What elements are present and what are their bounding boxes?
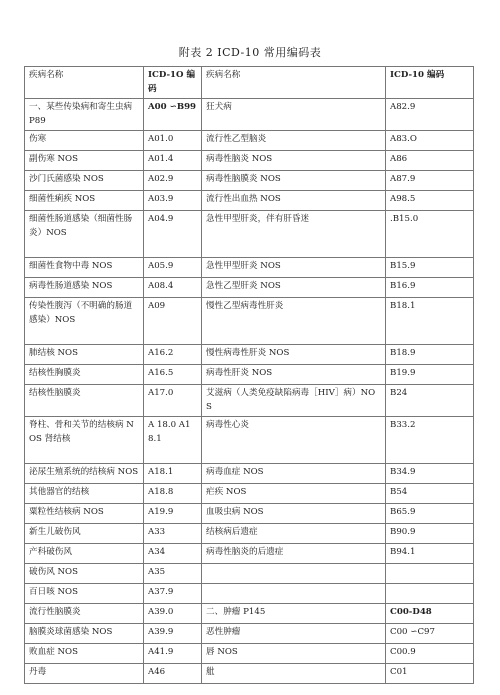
disease-name-cell: 结核性胸膜炎 xyxy=(25,365,144,385)
table-body xyxy=(25,99,474,684)
icd-code-cell: C01 xyxy=(386,664,474,684)
icd-code-cell: B34.9 xyxy=(386,464,474,484)
table-row xyxy=(25,191,474,211)
disease-name-cell: 急性乙型肝炎 NOS xyxy=(202,278,386,298)
disease-name-cell: 结核病后遗症 xyxy=(202,524,386,544)
disease-name-cell: 慢性病毒性肝炎 NOS xyxy=(202,345,386,365)
icd-code-cell: A16.5 xyxy=(144,365,202,385)
disease-name-cell: 泌尿生殖系统的结核病 NOS xyxy=(25,464,144,484)
disease-name-cell: 病毒性脑炎的后遗症 xyxy=(202,544,386,564)
icd-code-cell: A46 xyxy=(144,664,202,684)
table-row xyxy=(25,278,474,298)
icd-code-cell: B33.2 xyxy=(386,417,474,464)
icd-code-cell: A82.9 xyxy=(386,99,474,131)
icd-code-cell xyxy=(386,564,474,584)
disease-name-cell: 病毒性脑膜炎 NOS xyxy=(202,171,386,191)
disease-name-cell: 恶性肿瘤 xyxy=(202,624,386,644)
header-icd-code-2: ICD-10 编码 xyxy=(386,67,474,99)
icd-code-cell: A39.9 xyxy=(144,624,202,644)
icd-code-cell: A34 xyxy=(144,544,202,564)
icd-code-cell: A33 xyxy=(144,524,202,544)
disease-name-cell: 病毒血症 NOS xyxy=(202,464,386,484)
icd-code-cell xyxy=(386,584,474,604)
icd-code-cell: B18.1 xyxy=(386,298,474,345)
disease-name-cell: 二、肿瘤 P145 xyxy=(202,604,386,624)
disease-name-cell: 血吸虫病 NOS xyxy=(202,504,386,524)
icd-code-cell: B15.9 xyxy=(386,258,474,278)
disease-name-cell: 狂犬病 xyxy=(202,99,386,131)
disease-name-cell: 病毒性心炎 xyxy=(202,417,386,464)
disease-name-cell: 新生儿破伤风 xyxy=(25,524,144,544)
icd-code-cell: .B15.0 xyxy=(386,211,474,258)
table-row xyxy=(25,99,474,131)
icd-code-cell: A09 xyxy=(144,298,202,345)
icd-code-cell: B54 xyxy=(386,484,474,504)
disease-name-cell: 慢性乙型病毒性肝炎 xyxy=(202,298,386,345)
table-row xyxy=(25,544,474,564)
icd-code-cell: A04.9 xyxy=(144,211,202,258)
table-row xyxy=(25,664,474,684)
disease-name-cell: 一、某些传染病和寄生虫病 P89 xyxy=(25,99,144,131)
icd-code-cell: B19.9 xyxy=(386,365,474,385)
table-row xyxy=(25,417,474,464)
icd-code-cell: C00 ∽C97 xyxy=(386,624,474,644)
icd-code-cell: A08.4 xyxy=(144,278,202,298)
disease-name-cell: 败血症 NOS xyxy=(25,644,144,664)
disease-name-cell: 伤寒 xyxy=(25,131,144,151)
disease-name-cell: 脊柱、骨和关节的结核病 NOS 肾结核 xyxy=(25,417,144,464)
disease-name-cell: 产科破伤风 xyxy=(25,544,144,564)
icd-code-cell: A35 xyxy=(144,564,202,584)
table-row xyxy=(25,151,474,171)
disease-name-cell: 沙门氏菌感染 NOS xyxy=(25,171,144,191)
disease-name-cell: 流行性出血热 NOS xyxy=(202,191,386,211)
table-row xyxy=(25,564,474,584)
disease-name-cell: 破伤风 NOS xyxy=(25,564,144,584)
disease-name-cell xyxy=(202,564,386,584)
icd10-code-table xyxy=(24,66,474,684)
icd-code-cell: B18.9 xyxy=(386,345,474,365)
icd-code-cell: A00 ∽B99 xyxy=(144,99,202,131)
icd-code-cell: A05.9 xyxy=(144,258,202,278)
icd-code-cell: A01.0 xyxy=(144,131,202,151)
disease-name-cell: 细菌性痢疾 NOS xyxy=(25,191,144,211)
icd-code-cell: A18.1 xyxy=(144,464,202,484)
header-disease-name-2: 疾病名称 xyxy=(202,67,386,99)
icd-code-cell: C00.9 xyxy=(386,644,474,664)
disease-name-cell: 细菌性肠道感染（细菌性肠炎）NOS xyxy=(25,211,144,258)
disease-name-cell: 肺结核 NOS xyxy=(25,345,144,365)
header-disease-name-1: 疾病名称 xyxy=(25,67,144,99)
disease-name-cell: 疟疾 NOS xyxy=(202,484,386,504)
icd-code-cell: C00-D48 xyxy=(386,604,474,624)
disease-name-cell: 急性甲型肝炎 NOS xyxy=(202,258,386,278)
table-row xyxy=(25,604,474,624)
icd-code-cell: B65.9 xyxy=(386,504,474,524)
icd-code-cell: B94.1 xyxy=(386,544,474,564)
table-row xyxy=(25,464,474,484)
disease-name-cell: 脑膜炎球菌感染 NOS xyxy=(25,624,144,644)
disease-name-cell: 病毒性肠道感染 NOS xyxy=(25,278,144,298)
icd-code-cell: A86 xyxy=(386,151,474,171)
table-row xyxy=(25,298,474,345)
table-row xyxy=(25,131,474,151)
disease-name-cell: 丹毒 xyxy=(25,664,144,684)
icd-code-cell: A03.9 xyxy=(144,191,202,211)
table-row xyxy=(25,584,474,604)
table-row xyxy=(25,504,474,524)
table-row xyxy=(25,211,474,258)
disease-name-cell: 细菌性食物中毒 NOS xyxy=(25,258,144,278)
icd-code-cell: A83.O xyxy=(386,131,474,151)
disease-name-cell: 艾滋病（人类免疫缺陷病毒［HIV］病）NOS xyxy=(202,385,386,417)
disease-name-cell: 结核性脑膜炎 xyxy=(25,385,144,417)
icd-code-cell: B90.9 xyxy=(386,524,474,544)
icd-code-cell: A 18.0 A18.1 xyxy=(144,417,202,464)
disease-name-cell: 流行性脑膜炎 xyxy=(25,604,144,624)
disease-name-cell: 粟粒性结核病 NOS xyxy=(25,504,144,524)
table-row xyxy=(25,624,474,644)
disease-name-cell: 病毒性脑炎 NOS xyxy=(202,151,386,171)
table-row xyxy=(25,345,474,365)
disease-name-cell: 传染性腹泻（不明确的肠道感染）NOS xyxy=(25,298,144,345)
icd-code-cell: A02.9 xyxy=(144,171,202,191)
icd-code-cell: A41.9 xyxy=(144,644,202,664)
table-row xyxy=(25,171,474,191)
disease-name-cell: 舭 xyxy=(202,664,386,684)
table-row xyxy=(25,484,474,504)
table-row xyxy=(25,385,474,417)
disease-name-cell: 急性甲型肝炎，伴有肝昏迷 xyxy=(202,211,386,258)
icd-code-cell: A16.2 xyxy=(144,345,202,365)
icd-code-cell: A18.8 xyxy=(144,484,202,504)
disease-name-cell: 流行性乙型脑炎 xyxy=(202,131,386,151)
disease-name-cell: 百日咳 NOS xyxy=(25,584,144,604)
icd-code-cell: A01.4 xyxy=(144,151,202,171)
icd-code-cell: A39.0 xyxy=(144,604,202,624)
icd-code-cell: A19.9 xyxy=(144,504,202,524)
table-header-row xyxy=(25,67,474,99)
icd-code-cell: A37.9 xyxy=(144,584,202,604)
icd-code-cell: B16.9 xyxy=(386,278,474,298)
table-row xyxy=(25,365,474,385)
disease-name-cell: 副伤寒 NOS xyxy=(25,151,144,171)
table-row xyxy=(25,258,474,278)
disease-name-cell: 唇 NOS xyxy=(202,644,386,664)
page-title: 附表 2 ICD-10 常用编码表 xyxy=(178,46,322,59)
icd-code-cell: B24 xyxy=(386,385,474,417)
icd-code-cell: A98.5 xyxy=(386,191,474,211)
disease-name-cell: 病毒性肝炎 NOS xyxy=(202,365,386,385)
disease-name-cell xyxy=(202,584,386,604)
table-row xyxy=(25,524,474,544)
table-row xyxy=(25,644,474,664)
icd-code-cell: A17.0 xyxy=(144,385,202,417)
header-icd-code-1: ICD-1O 编码 xyxy=(144,67,202,99)
icd-code-cell: A87.9 xyxy=(386,171,474,191)
disease-name-cell: 其他器官的结核 xyxy=(25,484,144,504)
